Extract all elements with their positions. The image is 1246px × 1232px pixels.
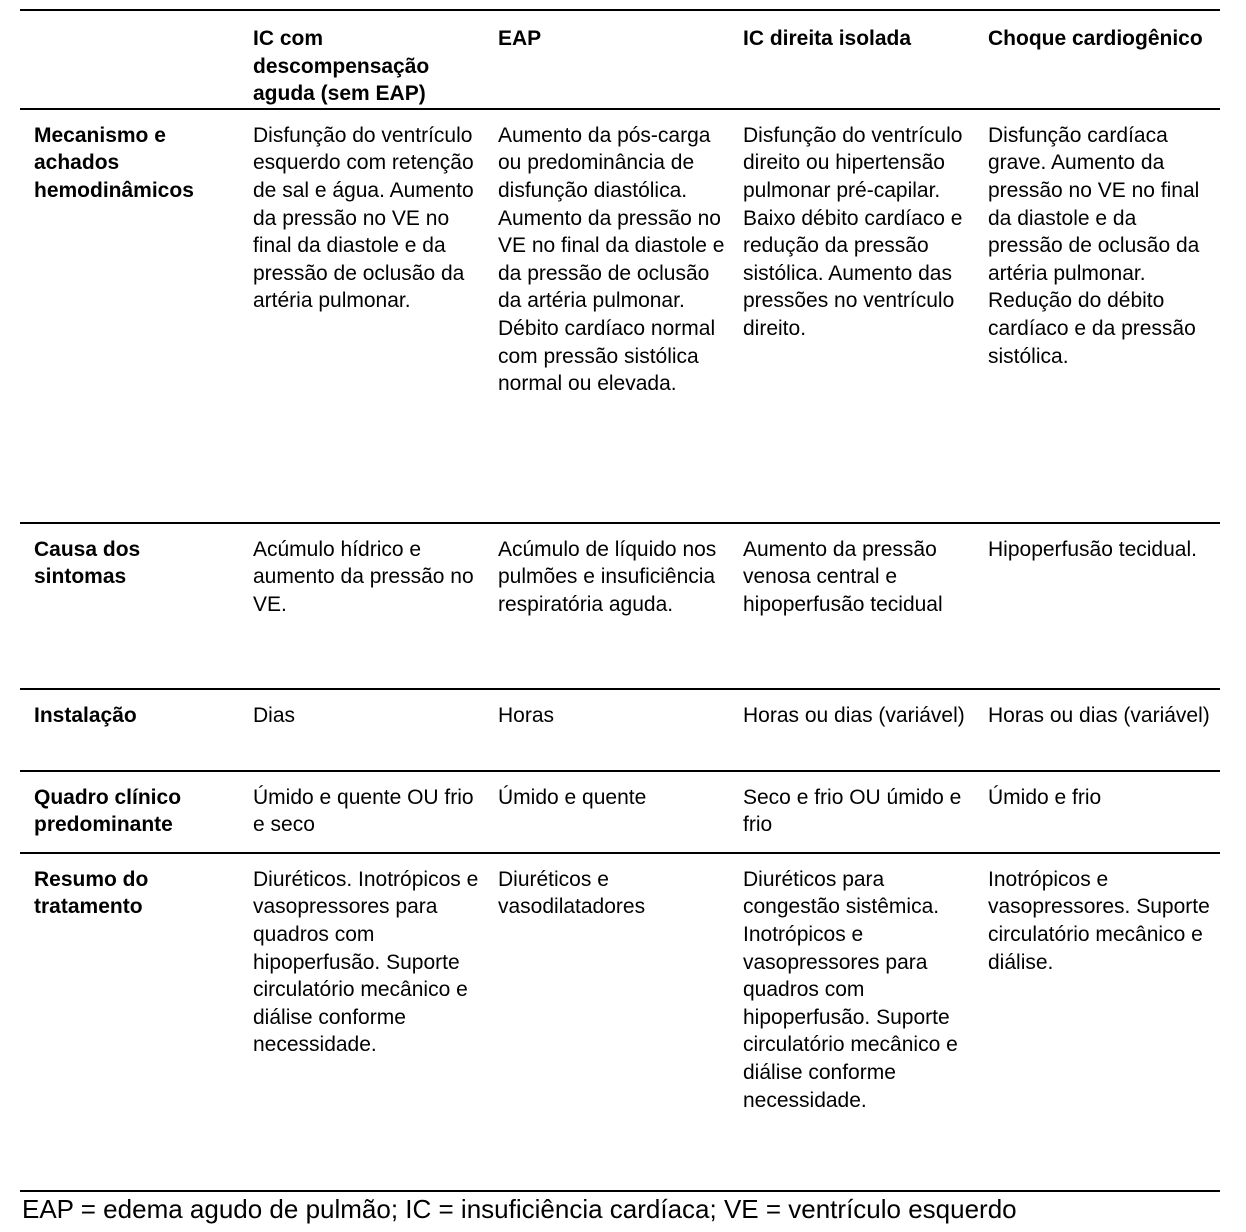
table-cell: Acúmulo hídrico e aumento da pressão no VE. <box>253 537 474 616</box>
table-cell: Horas <box>498 703 555 727</box>
table-cell: Horas ou dias (variável) <box>743 703 965 727</box>
table-cell: Diuréticos para congestão sistêmica. Inotrópicos e vasopressores para quadros com hipoperfusão. Suporte circulatório mecânico e diálise conforme necessidade. <box>743 867 958 1112</box>
comparison-table <box>20 10 1220 1185</box>
table-cell: Aumento da pós-carga ou predominância de disfunção diastólica. Aumento da pressão no VE no final da diastole e da pressão de oclusão da artéria pulmonar. Débito cardíaco normal com pressão sistólica normal ou elevada. <box>498 123 725 396</box>
table-cell: Disfunção do ventrículo esquerdo com retenção de sal e água. Aumento da pressão no VE no final da diastole e da pressão de oclusão da artéria pulmonar. <box>253 123 474 313</box>
table-footnote: EAP = edema agudo de pulmão; IC = insuficiência cardíaca; VE = ventrículo esquerdo <box>22 1194 1017 1224</box>
table-row <box>20 771 1220 853</box>
table-cell: Úmido e quente <box>498 785 647 809</box>
table-cell: Acúmulo de líquido nos pulmões e insuficiência respiratória aguda. <box>498 537 717 616</box>
row-label: Instalação <box>34 703 137 727</box>
table-cell: Inotrópicos e vasopressores. Suporte circulatório mecânico e diálise. <box>988 867 1210 974</box>
bottom-rule <box>20 1190 1220 1192</box>
table-row <box>20 689 1220 771</box>
table-cell: Diuréticos e vasodilatadores <box>498 867 646 919</box>
header-cell-empty <box>20 10 239 109</box>
row-label: Quadro clínico predominante <box>34 785 182 837</box>
table-cell: Dias <box>253 703 296 727</box>
table-cell: Horas ou dias (variável) <box>988 703 1210 727</box>
table-cell: Disfunção cardíaca grave. Aumento da pressão no VE no final da diastole e da pressão de oclusão da artéria pulmonar. Redução do débito cardíaco e da pressão sistólica. <box>988 123 1200 368</box>
table-cell: Úmido e frio <box>988 785 1102 809</box>
document-page <box>20 0 1220 1232</box>
header-ic-descompensacao: IC com descompensação aguda (sem EAP) <box>253 27 430 106</box>
table-cell: Diuréticos. Inotrópicos e vasopressores para quadros com hipoperfusão. Suporte circulatório mecânico e diálise conforme necessidade. <box>253 867 479 1057</box>
table-cell: Seco e frio OU úmido e frio <box>743 785 962 837</box>
table-cell: Aumento da pressão venosa central e hipoperfusão tecidual <box>743 537 943 616</box>
header-eap: EAP <box>498 27 542 50</box>
table-cell: Úmido e quente OU frio e seco <box>253 785 474 837</box>
header-choque: Choque cardiogênico <box>988 27 1203 50</box>
header-row <box>20 10 1220 109</box>
header-ic-direita: IC direita isolada <box>743 27 912 50</box>
row-label: Causa dos sintomas <box>34 537 141 589</box>
table-row <box>20 853 1220 1185</box>
table-cell: Disfunção do ventrículo direito ou hipertensão pulmonar pré-capilar. Baixo débito cardíaco e redução da pressão sistólica. Aumento das pressões no ventrículo direito. <box>743 123 963 340</box>
table-cell: Hipoperfusão tecidual. <box>988 537 1197 561</box>
table-row <box>20 109 1220 523</box>
row-label: Mecanismo e achados hemodinâmicos <box>34 123 194 202</box>
row-label: Resumo do tratamento <box>34 867 149 919</box>
table-row <box>20 523 1220 689</box>
